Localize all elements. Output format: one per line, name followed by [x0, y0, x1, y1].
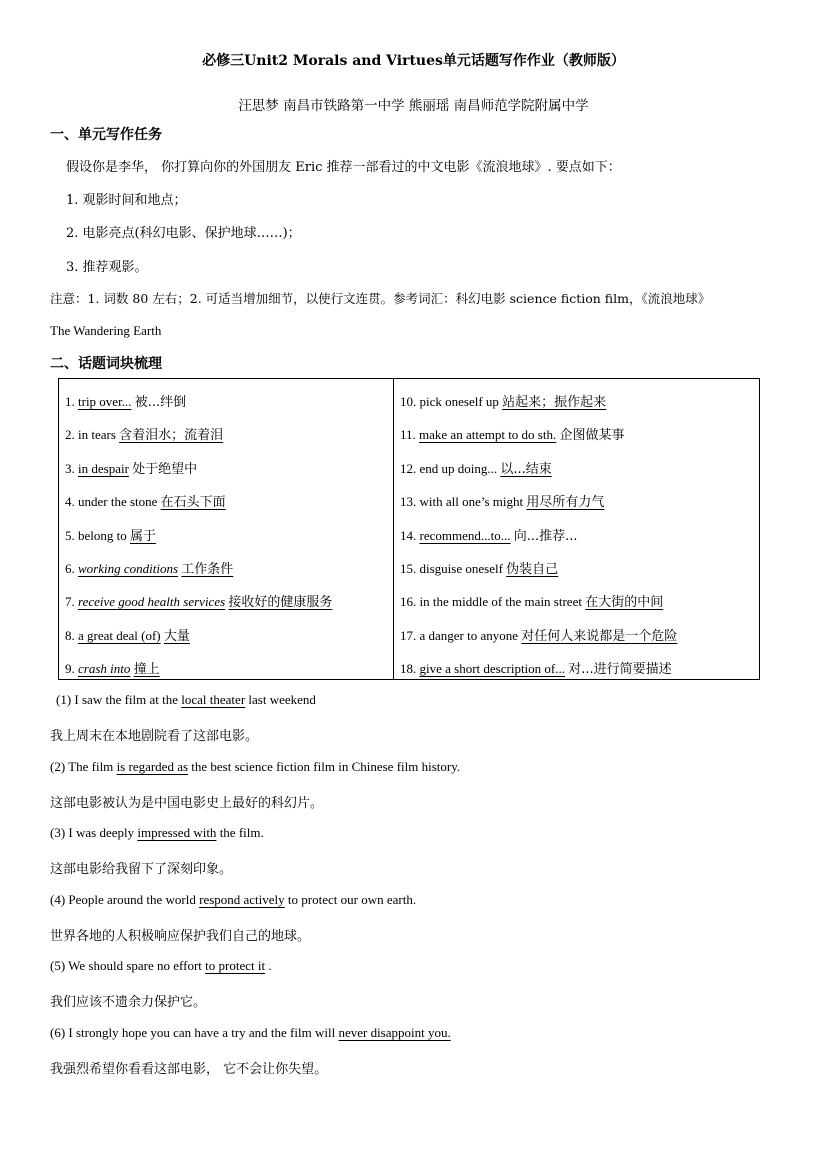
vocab-row	[65, 658, 160, 677]
vocab-meaning: 处于绝望中	[132, 461, 198, 477]
vocab-row	[65, 591, 332, 610]
vocab-phrase: give a short description of...	[419, 661, 565, 677]
vocab-phrase: recommend...to...	[419, 527, 511, 543]
vocab-row	[400, 424, 625, 443]
section-1-heading: 一、单元写作任务	[50, 127, 162, 143]
vocab-number: 6.	[65, 561, 78, 576]
task-note: 注意：1. 词数 80 左右；2. 可适当增加细节，以使行文连贯。参考词汇：科幻电影 science fiction film，《流浪地球》	[50, 291, 711, 306]
task-note-line-2: The Wandering Earth	[50, 323, 162, 338]
vocab-number: 1.	[65, 394, 78, 409]
vocab-number: 8.	[65, 627, 78, 643]
task-intro: 假设你是李华， 你打算向你的外国朋友 Eric 推荐一部看过的中文电影《流浪地球》. 要点如下：	[66, 160, 621, 175]
vocab-meaning: 在石头下面	[160, 495, 226, 511]
authors-line: 汪思梦 南昌市铁路第一中学 熊丽瑶 南昌师范学院附属中学	[238, 98, 589, 114]
sentence-key-phrase: local theater	[181, 692, 246, 707]
vocab-meaning: 在大街的中间	[585, 595, 664, 611]
vocab-row	[400, 591, 663, 610]
sentence-key-phrase: to protect it	[205, 958, 266, 974]
vocab-number: 7.	[65, 594, 78, 610]
sentence-key-phrase: impressed with	[137, 825, 217, 841]
sentence-translation: 这部电影被认为是中国电影史上最好的科幻片。	[50, 795, 324, 811]
sentence-text: last weekend	[245, 692, 316, 707]
vocab-meaning: 撞上	[133, 662, 160, 678]
vocab-row	[65, 558, 233, 577]
sentence-translation: 我强烈希望你看看这部电影， 它不会让你失望。	[50, 1062, 328, 1077]
sentence-key-phrase: respond actively	[199, 891, 285, 907]
vocab-number: 14.	[400, 527, 420, 543]
vocab-meaning: 含着泪水；流着泪	[119, 428, 224, 444]
sentence-text: (4) People around the world	[50, 891, 200, 907]
sentence-text: (6) I strongly hope you can have a try and the film will	[50, 1025, 339, 1040]
vocab-phrase: receive good health services	[78, 594, 226, 610]
task-point-3: 3. 推荐观影。	[66, 260, 148, 275]
vocab-number: 18.	[400, 661, 420, 677]
vocab-meaning: 被...绊倒	[134, 395, 187, 410]
vocab-row	[65, 525, 156, 544]
sentence-translation: 这部电影给我留下了深刻印象。	[50, 862, 233, 878]
sentence-english	[50, 892, 416, 908]
vocab-number: 5. belong to	[65, 527, 130, 543]
sentence-translation: 我上周末在本地剧院看了这部电影。	[50, 729, 259, 744]
vocab-meaning: 属于	[130, 528, 157, 544]
vocab-phrase: trip over...	[78, 394, 132, 409]
vocab-row	[65, 491, 226, 510]
vocab-meaning: 对...进行简要描述	[568, 662, 672, 678]
task-point-2: 2. 电影亮点(科幻电影、保护地球……)；	[66, 226, 301, 241]
sentence-english	[50, 958, 272, 974]
sentence-english	[50, 759, 460, 775]
sentence-text: the best science fiction film in Chinese film history.	[188, 758, 461, 774]
vocab-row	[65, 424, 223, 443]
sentence-english	[50, 1025, 451, 1041]
vocab-row	[65, 625, 190, 644]
vocab-row	[400, 391, 606, 410]
sentence-text: (1) I saw the film at the	[56, 692, 182, 707]
vocab-number: 13. with all one’s might	[400, 494, 527, 510]
sentence-key-phrase: never disappoint you.	[338, 1025, 451, 1040]
vocab-meaning: 工作条件	[181, 562, 234, 577]
vocab-row	[400, 458, 552, 477]
vocab-row	[65, 391, 186, 410]
vocab-meaning: 对任何人来说都是一个危险	[521, 628, 678, 644]
sentence-text: .	[265, 958, 272, 974]
sentence-text: (5) We should spare no effort	[50, 958, 206, 974]
vocab-meaning: 伪装自己	[506, 562, 559, 577]
section-2-heading: 二、话题词块梳理	[50, 356, 162, 372]
vocab-number: 16. in the middle of the main street	[400, 594, 586, 610]
vocabulary-table	[58, 378, 760, 680]
task-point-1: 1. 观影时间和地点；	[66, 193, 187, 208]
sentence-text: (3) I was deeply	[50, 825, 138, 841]
vocab-meaning: 企图做某事	[559, 428, 625, 444]
vocab-phrase: a great deal (of)	[78, 627, 161, 643]
vocab-number: 2. in tears	[65, 427, 120, 443]
vocab-row	[400, 658, 672, 677]
vocab-meaning: 接收好的健康服务	[228, 595, 333, 611]
table-divider	[393, 379, 394, 679]
vocab-row	[65, 458, 197, 477]
sentence-text: the film.	[216, 825, 264, 841]
sentence-key-phrase: is regarded as	[116, 758, 189, 774]
vocab-row	[400, 558, 558, 577]
sentence-translation: 世界各地的人积极响应保护我们自己的地球。	[50, 928, 311, 944]
vocab-number: 3.	[65, 460, 78, 476]
vocab-meaning: 大量	[163, 628, 190, 644]
vocab-number: 4. under the stone	[65, 494, 161, 510]
vocab-phrase: make an attempt to do sth.	[419, 427, 557, 443]
vocab-phrase: working conditions	[78, 561, 179, 576]
vocab-phrase: in despair	[78, 460, 129, 476]
vocab-row	[400, 625, 677, 644]
vocab-number: 9.	[65, 661, 78, 677]
document-title: 必修三Unit2 Morals and Virtues单元话题写作作业（教师版）	[202, 53, 625, 69]
vocab-number: 10. pick oneself up	[400, 394, 503, 409]
vocab-number: 17. a danger to anyone	[400, 627, 522, 643]
vocab-phrase: crash into	[78, 661, 131, 677]
vocab-row	[400, 525, 578, 544]
vocab-meaning: 站起来；振作起来	[502, 395, 607, 410]
vocab-meaning: 以...结束	[500, 461, 552, 477]
sentence-text: (2) The film	[50, 758, 117, 774]
vocab-number: 11.	[400, 427, 420, 443]
sentence-translation: 我们应该不遗余力保护它。	[50, 995, 207, 1011]
sentence-english	[56, 692, 316, 708]
sentence-text: to protect our own earth.	[284, 891, 417, 907]
vocab-number: 12. end up doing...	[400, 460, 501, 476]
sentence-english	[50, 825, 264, 841]
vocab-number: 15. disguise oneself	[400, 561, 507, 576]
vocab-meaning: 用尽所有力气	[526, 495, 605, 511]
vocab-row	[400, 491, 604, 510]
vocab-meaning: 向...推荐...	[513, 528, 578, 544]
